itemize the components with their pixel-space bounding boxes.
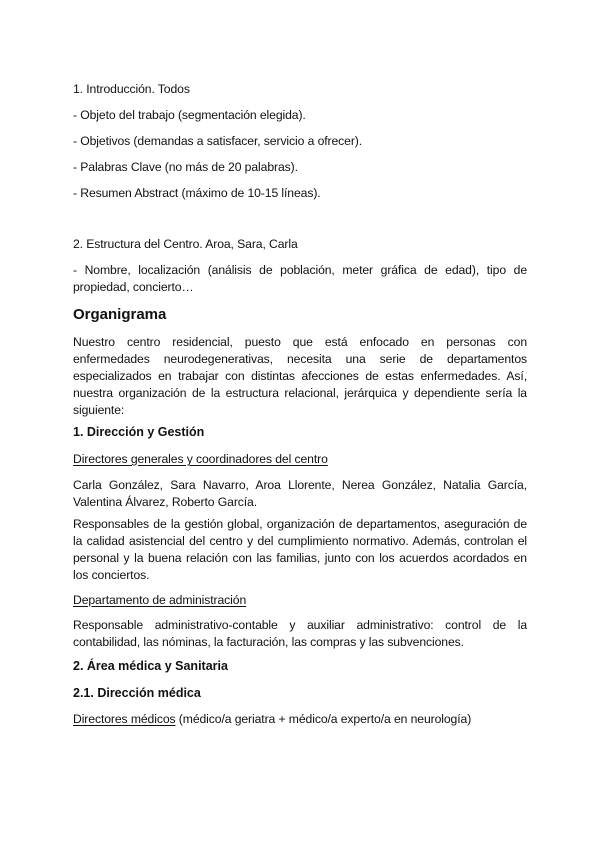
structure-detail: - Nombre, localización (análisis de población, meter gráfica de edad), tipo de propiedad, concierto… [73,263,527,294]
organigrama-title: Organigrama [73,306,167,323]
medical-directors-detail: (médico/a geriatra + médico/a experto/a en neurología) [175,712,472,726]
directors-heading [73,451,527,468]
outline-item-objeto: - Objeto del trabajo (segmentación elegida). [73,108,306,122]
admin-heading [73,592,527,609]
outline-item-objetivos: - Objetivos (demandas a satisfacer, servicio a ofrecer). [73,134,363,148]
medical-directors-heading: Directores médicos [73,712,176,726]
medical-directors-line [73,711,527,728]
outline-item-resumen: - Resumen Abstract (máximo de 10-15 líneas). [73,186,321,200]
directors-heading-text: Directores generales y coordinadores del centro [73,452,328,466]
intro-line: 1. Introducción. Todos [73,82,190,96]
directors-names: Carla González, Sara Navarro, Aroa Llorente, Nerea González, Natalia García, Valentina Álvarez, Roberto García. [73,478,527,509]
structure-line: 2. Estructura del Centro. Aroa, Sara, Carla [73,237,298,251]
admin-description: Responsable administrativo-contable y auxiliar administrativo: control de la contabilidad, las nóminas, la facturación, las compras y las subvenciones. [73,618,527,649]
section2-1-title: 2.1. Dirección médica [73,686,201,700]
organigrama-intro: Nuestro centro residencial, puesto que está enfocado en personas con enfermedades neurodegenerativas, necesita una serie de departamentos especializados en trabajar con distintas afecciones de estas enfermedades. Así, nuestra organización de la estructura relacional, jerárquica y dependiente sería la siguiente: [73,335,527,417]
directors-description: Responsables de la gestión global, organización de departamentos, aseguración de la calidad asistencial del centro y del cumplimiento normativo. Además, controlan el personal y la buena relación con las familias, junto con los acuerdos acordados en los conciertos. [73,517,527,582]
outline-item-palabras-clave: - Palabras Clave (no más de 20 palabras). [73,160,298,174]
section1-title: 1. Dirección y Gestión [73,425,205,439]
section2-title: 2. Área médica y Sanitaria [73,659,228,673]
admin-heading-text: Departamento de administración [73,593,247,607]
document-page [73,0,527,848]
